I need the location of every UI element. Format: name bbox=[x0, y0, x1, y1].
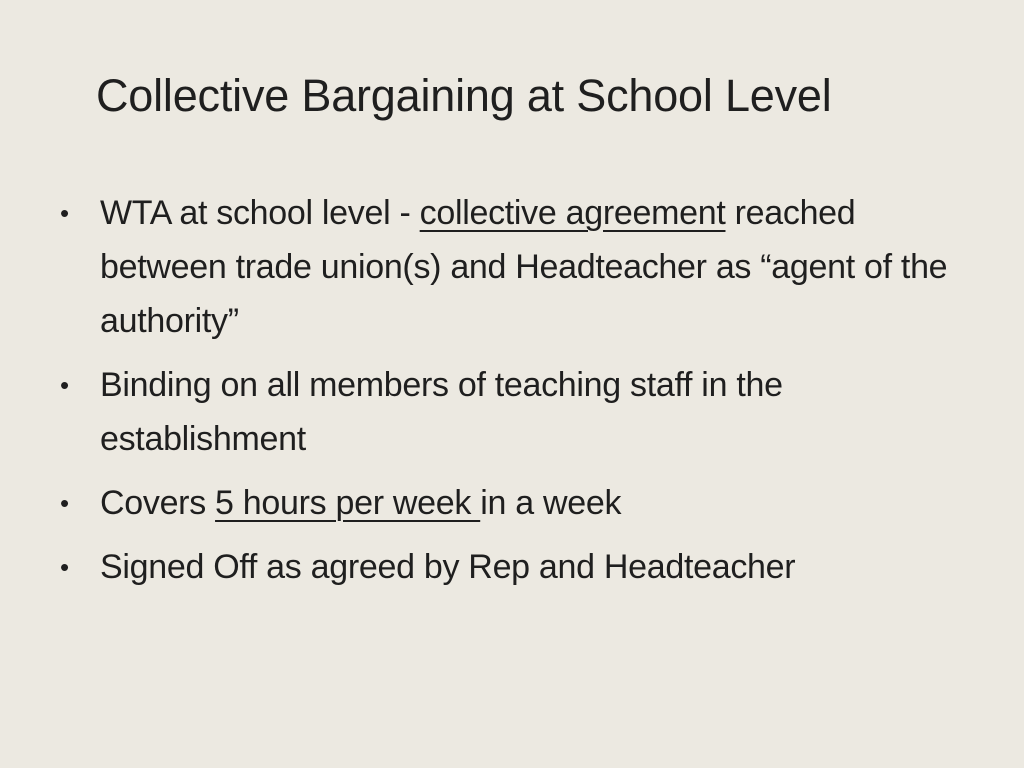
bullet-text: in a week bbox=[480, 484, 622, 522]
bullet-item-covers bbox=[56, 476, 976, 530]
underlined-text: 5 hours per week bbox=[215, 484, 481, 522]
bullet-list bbox=[56, 186, 976, 604]
bullet-item-binding bbox=[56, 358, 976, 466]
bullet-text: reached between trade union(s) and Headteacher as “agent of the authority” bbox=[100, 194, 948, 340]
bullet-text: Signed Off as agreed by Rep and Headteacher bbox=[100, 548, 796, 586]
bullet-dot-icon: • bbox=[60, 488, 69, 518]
underlined-text: collective agreement bbox=[419, 194, 726, 232]
slide-title: Collective Bargaining at School Level bbox=[96, 70, 832, 121]
bullet-item-wta bbox=[56, 186, 976, 348]
bullet-text: Covers bbox=[100, 484, 216, 522]
bullet-text: WTA at school level - bbox=[100, 194, 420, 232]
bullet-dot-icon: • bbox=[60, 552, 69, 582]
bullet-item-signed-off bbox=[56, 540, 976, 594]
bullet-dot-icon: • bbox=[60, 370, 69, 400]
bullet-text: Binding on all members of teaching staff in the establishment bbox=[100, 366, 783, 458]
bullet-dot-icon: • bbox=[60, 198, 69, 228]
